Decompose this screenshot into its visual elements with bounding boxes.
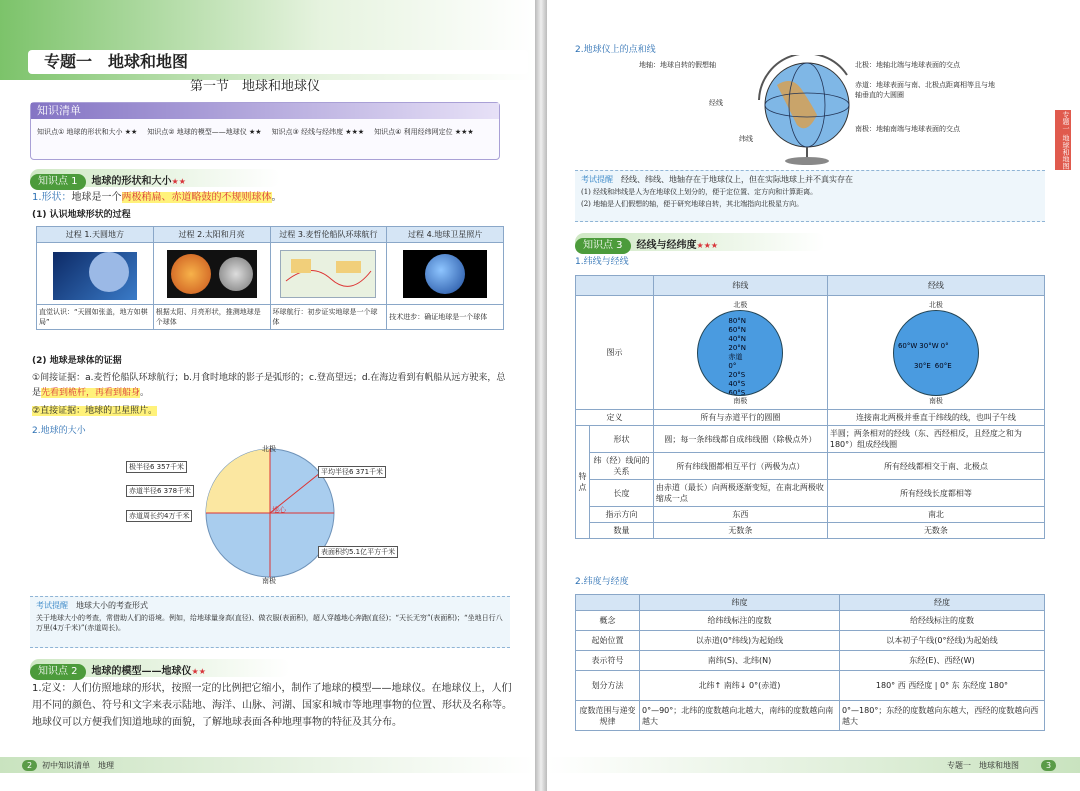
cutaway [206,449,270,513]
t1-cell: 指示方向 [590,507,654,523]
list-item: 知识点④ 利用经纬网定位 ★★★ [374,128,474,136]
lat-mark: 赤道 [728,352,743,361]
t2-cell: 给纬线标注的度数 [640,611,840,631]
latitude-globe [653,296,827,410]
area-label: 表面积约5.1亿平方千米 [318,546,398,558]
process-head: 过程 3.麦哲伦船队环球航行 [270,227,387,243]
t2-head: 经度 [839,595,1044,611]
left-page [0,0,535,791]
lng-north: 北极 [928,300,943,309]
t2-cell: 起始位置 [576,631,640,651]
latitude-label: 纬线 [739,135,753,143]
axis-label: 地轴：地球自转的假想轴 [639,61,716,69]
kp1-tag: 知识点 1 [30,174,86,190]
t2-cell: 0°—90°；北纬的度数越向北越大，南纬的度数越向南越大 [640,701,840,731]
t2-cell: 给经线标注的度数 [839,611,1044,631]
page-number-right: 3 [1041,760,1056,771]
section-title: 第一节 地球和地球仪 [190,79,321,94]
t1-cell: 所有纬线圈都相互平行（两极为点） [653,453,827,480]
lat-mark: 60°N [728,325,747,334]
t1-cell: 南北 [827,507,1044,523]
t2-cell: 概念 [576,611,640,631]
center-label: 地心 [272,506,286,514]
kp1-stars: ★★ [171,177,186,186]
page-number: 2 [22,760,37,771]
tip-2-line-2: (2) 地轴是人们假想的轴，便于研究地球自转，其北端指向北极星方向。 [581,200,804,208]
process-title: (1) 认识地球形状的过程 [32,210,131,220]
longitude-globe [827,296,1044,410]
evidence-1-highlight: 先看到桅杆，再看到船身 [41,388,141,398]
list-item: 知识点① 地球的形状和大小 ★★ [37,128,138,136]
t1-feature-label: 特点 [576,426,590,539]
chapter-title: 专题一 地球和地图 [44,52,189,71]
north-pole-label: 北极 [262,445,276,453]
lng-mark: 30°W [919,341,939,350]
t2-head: 纬度 [640,595,840,611]
t2-cell: 以赤道(0°纬线)为起始线 [640,631,840,651]
lat-mark: 0° [728,361,737,370]
shape-label: 1.形状： [32,192,72,203]
kp2-title: 地球的模型——地球仪 [91,666,192,677]
t1-title: 1.纬线与经线 [575,257,629,267]
process-table [36,226,504,330]
tip-box-1 [30,596,510,648]
list-item: 知识点② 地球的模型——地球仪 ★★ [147,128,262,136]
t2-cell: 180° 西 西经度 | 0° 东 东经度 180° [839,671,1044,701]
globe-definition: 1.定义：人们仿照地球的形状，按照一定的比例把它缩小，制作了地球的模型——地球仪。在地球仪上，人们用不同的颜色、符号和文字来表示陆地、海洋、山脉、河湖、国家和城市等地理事物的位置、形状及名称等。地球仪可以方便我们知道地球的面貌，了解地球表面各种地理事物的特征及其分布。 [32,683,512,728]
footer-text: 初中知识清单 地理 [42,761,114,770]
globe-base [785,157,829,165]
right-page [547,0,1080,791]
footer-text-right: 专题一 地球和地图 [947,761,1019,770]
polar-radius-label: 极半径6 357千米 [126,461,187,473]
t2-cell: 度数范围与递变规律 [576,701,640,731]
t1-cell: 由赤道（最长）向两极逐渐变短，在南北两极收缩成一点 [653,480,827,507]
degree-table [575,594,1045,731]
lat-mark: 20°S [728,370,746,379]
t1-cell: 连接南北两极并垂直于纬线的线，也叫子午线 [827,410,1044,426]
process-image [387,243,504,305]
kp3-bar [575,233,825,251]
lng-mark: 30°E [913,361,931,370]
shape-highlight: 两极稍扁、赤道略鼓的不规则球体 [121,192,272,203]
lat-mark: 60°S [728,388,746,396]
tip-1-head: 考试提醒 [36,601,68,610]
tip-2-line-1: (1) 经线和纬线是人为在地球仪上划分的，便于定位置、定方向和计算距离。 [581,188,818,196]
size-title: 2.地球的大小 [32,426,86,436]
evidence-title: (2) 地球是球体的证据 [32,356,122,366]
equator-desc: 赤道：地球表面与南、北极点距离相等且与地轴垂直的大圆圈 [855,81,995,99]
north-pole-desc: 北极：地轴北端与地球表面的交点 [855,61,960,69]
process-desc: 直觉认识：“天圆如张盖，地方如棋局” [37,305,154,330]
t2-cell: 东经(E)、西经(W) [839,651,1044,671]
t1-cell: 东西 [653,507,827,523]
kp1-bar [30,169,280,187]
t1-head: 纬线 [653,276,827,296]
tip-box-2 [575,170,1045,222]
process-head: 过程 2.太阳和月亮 [153,227,270,243]
process-head: 过程 4.地球卫星照片 [387,227,504,243]
kp3-title: 经线与经纬度 [636,240,697,251]
gutter [535,0,547,791]
t2-title: 2.纬度与经度 [575,577,629,587]
lng-south: 南极 [928,396,943,405]
kp2-stars: ★★ [191,667,206,676]
t1-pic-label: 图示 [576,296,654,410]
globe-diagram [757,55,857,167]
equator-radius-label: 赤道半径6 378千米 [126,485,194,497]
circumference-label: 赤道周长约4万千米 [126,510,192,522]
kp3-stars: ★★★ [696,241,719,250]
tip-2-text: 经线、纬线、地轴存在于地球仪上，但在实际地球上并不真实存在 [621,175,853,184]
t1-cell: 所有经线长度都相等 [827,480,1044,507]
lat-south: 南极 [733,396,748,405]
process-desc: 环球航行：初步证实地球是一个球体 [270,305,387,330]
lat-mark: 80°N [728,316,747,325]
lng-mark: 60°E [934,361,952,370]
lng-mark: 0° [940,341,949,350]
t1-cell: 无数条 [653,523,827,539]
t1-cell: 数量 [590,523,654,539]
avg-radius-label: 平均半径6 371千米 [318,466,386,478]
process-desc: 技术进步：确证地球是一个球体 [387,305,504,330]
tip-1-title: 地球大小的考查形式 [76,601,148,610]
tip-2-head: 考试提醒 [581,175,613,184]
t1-head [576,276,654,296]
process-image [37,243,154,305]
t1-cell: 长度 [590,480,654,507]
t2-cell: 划分方法 [576,671,640,701]
t1-cell: 纬（经）线间的关系 [590,453,654,480]
t1-cell: 无数条 [827,523,1044,539]
process-image [153,243,270,305]
t1-head: 经线 [827,276,1044,296]
shape-line [32,190,512,206]
t1-cell: 形状 [590,426,654,453]
lat-mark: 40°N [728,334,747,343]
t2-cell: 0°—180°；东经的度数越向东越大，西经的度数越向西越大 [839,701,1044,731]
knowledge-list-box [30,102,500,160]
shape-text: 地球是一个 [71,192,122,203]
kp3-tag: 知识点 3 [575,238,631,254]
kp1-title: 地球的形状和大小 [91,176,172,187]
evidence-1: ①间接证据：a.麦哲伦船队环球航行；b.月食时地球的影子是弧形的；c.登高望远；d.在海边看到有帆船从远方驶来，总是先看到桅杆，再看到船身。 [32,373,506,398]
t2-cell: 以本初子午线(0°经线)为起始线 [839,631,1044,651]
kp2-tag: 知识点 2 [30,664,86,680]
shape-end: 。 [271,192,282,203]
t2-head [576,595,640,611]
lat-mark: 40°S [728,379,746,388]
t1-cell: 半圆；两条相对的经线（东、西经相反，且经度之和为180°）组成经线圈 [827,426,1044,453]
t1-cell: 圆；每一条纬线都自成纬线圈（除极点外） [653,426,827,453]
knowledge-list-title: 知识清单 [31,103,499,119]
t2-cell: 北纬↑ 南纬↓ 0°(赤道) [640,671,840,701]
t1-cell: 所有与赤道平行的圆圈 [653,410,827,426]
t2-cell: 表示符号 [576,651,640,671]
lat-lng-table [575,275,1045,539]
lat-north: 北极 [733,300,748,309]
list-item: 知识点③ 经线与经纬度 ★★★ [271,128,365,136]
process-image [270,243,387,305]
south-pole-desc: 南极：地轴南端与地球表面的交点 [855,125,960,133]
process-desc: 根据太阳、月亮形状，推测地球是个球体 [153,305,270,330]
t1-cell: 所有经线都相交于南、北极点 [827,453,1044,480]
lat-mark: 20°N [728,343,747,352]
pl-title: 2.地球仪上的点和线 [575,45,656,55]
south-pole-label: 南极 [262,577,276,585]
process-head: 过程 1.天圆地方 [37,227,154,243]
evidence-2 [32,405,157,418]
evidence-2-text: ②直接证据：地球的卫星照片。 [32,406,158,416]
lng-mark: 60°W [897,341,918,350]
evidence-1-text: ①间接证据：a.麦哲伦船队环球航行；b.月食时地球的影子是弧形的；c.登高望远；d.在海边看到有帆船从远方驶来，总是 [32,373,506,398]
t1-cell: 定义 [576,410,654,426]
tip-1-body: 关于地球大小的考查，常借助人们的语境。例如，给地球量身高(直径)、做衣服(表面积)，超人穿越地心奔跑(直径)；“天长无穷”(表面积)；“坐地日行八万里(4万千米)”(赤道周长)。 [36,614,503,632]
longitude-label: 经线 [709,99,723,107]
t2-cell: 南纬(S)、北纬(N) [640,651,840,671]
side-tab: 专题一 地球和地图 [1055,110,1071,170]
kp2-bar [30,659,290,677]
